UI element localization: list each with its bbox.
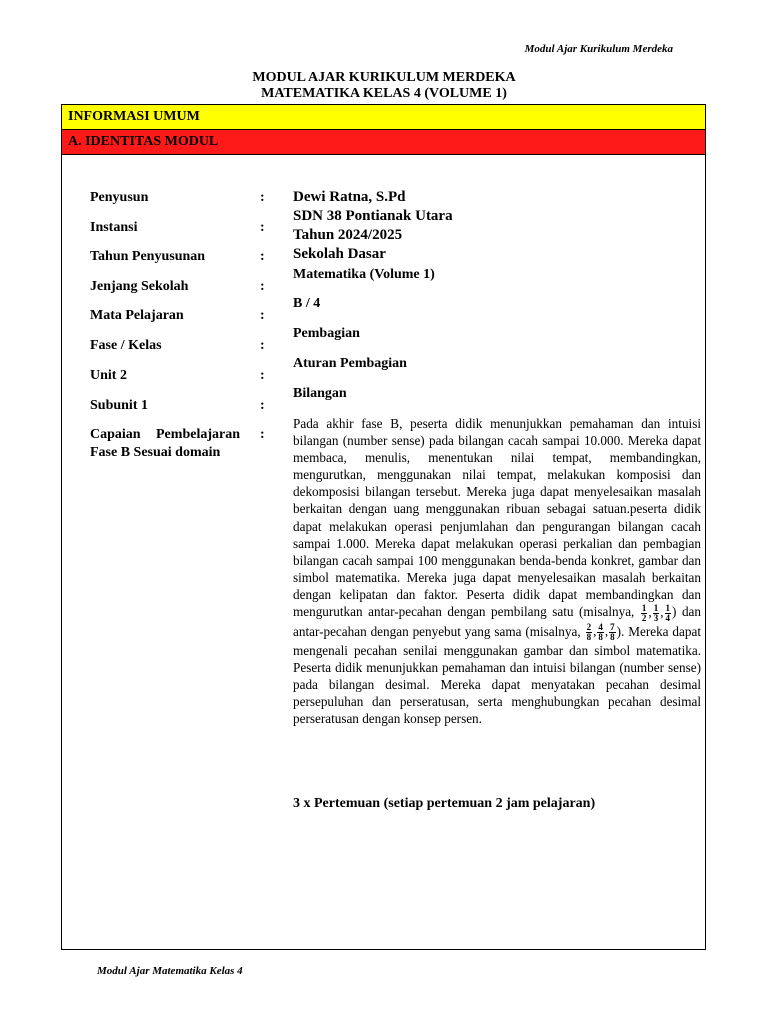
colon-penyusun: : <box>260 190 265 205</box>
colon-capaian: : <box>260 427 265 442</box>
label-jenjang: Jenjang Sekolah <box>90 279 189 294</box>
capaian-text-3: ). Mereka dapat mengenali pecahan senilai menggunakan gambar dan simbol matematika. Peserta didik menunjukkan pemahaman dan intuisi bilangan (number sense) pada bilangan desimal. Mereka dapat menyatakan pecahan desimal persepuluhan dan perseratusan, serta menghubungkan pecahan desimal perseratusan dengan konsep persen. <box>293 623 701 727</box>
fraction <box>586 623 593 642</box>
colon-tahun: : <box>260 249 265 264</box>
colon-subunit: : <box>260 398 265 413</box>
capaian-paragraph <box>293 415 701 727</box>
fraction-numerator: 1 <box>641 602 647 613</box>
title-line-1: MODUL AJAR KURIKULUM MERDEKA <box>252 70 516 85</box>
meeting-info: 3 x Pertemuan (setiap pertemuan 2 jam pelajaran) <box>293 796 596 811</box>
fraction-denominator: 8 <box>610 631 615 642</box>
fraction-numerator: 4 <box>598 621 603 632</box>
label-subunit: Subunit 1 <box>90 398 148 413</box>
value-fase: B / 4 <box>293 296 321 311</box>
colon-jenjang: : <box>260 279 265 294</box>
capaian-text-2: ) dan antar-pecahan dengan penyebut yang sama (misalnya, <box>293 604 701 639</box>
value-unit: Pembagian <box>293 326 360 341</box>
title-line-2: MATEMATIKA KELAS 4 (VOLUME 1) <box>261 86 507 101</box>
fraction-denominator: 2 <box>641 612 647 623</box>
fraction <box>609 623 616 642</box>
fraction-numerator: 1 <box>653 602 659 613</box>
section-identity: A. IDENTITAS MODUL <box>62 130 705 155</box>
capaian-text-1: Pada akhir fase B, peserta didik menunjukkan pemahaman dan intuisi bilangan (number sense) pada bilangan cacah sampai 10.000. Mereka dapat membaca, menulis, menentukan nilai tempat, membandingkan, mengurutkan, menggunakan nilai tempat, melakukan komposisi dan dekomposisi bilangan tersebut. Mereka juga dapat menyelesaikan masalah berkaitan dengan uang menggunakan ribuan sebagai satuan.peserta didik dapat melakukan operasi penjumlahan dan pengurangan bilangan cacah sampai 1.000. Mereka dapat melakukan operasi perkalian dan pembagian bilangan cacah sampai 100 menggunakan benda-benda konkret, gambar dan simbol matematika. Mereka juga dapat menyelesaikan masalah berkaitan dengan kelipatan dan faktor. Peserta didik dapat membandingkan dan mengurutkan antar-pecahan dengan pembilang satu (misalnya, <box>293 416 701 620</box>
fraction <box>653 604 660 623</box>
fraction <box>665 604 672 623</box>
value-tahun: Tahun 2024/2025 <box>293 227 403 243</box>
colon-mapel: : <box>260 308 265 323</box>
value-instansi: SDN 38 Pontianak Utara <box>293 208 453 224</box>
value-penyusun: Dewi Ratna, S.Pd <box>293 189 406 205</box>
fraction-numerator: 1 <box>665 602 670 613</box>
fraction-group-same-denominator: $\frac{2}{8}$ , $\frac{4}{8}$ , $\frac{7}{8}$ <box>586 621 615 642</box>
fraction <box>641 604 648 623</box>
label-unit: Unit 2 <box>90 368 127 383</box>
fraction <box>597 623 604 642</box>
value-capaian-domain: Bilangan <box>293 386 347 401</box>
fraction-numerator: 2 <box>586 621 592 632</box>
fraction-denominator: 4 <box>665 612 670 623</box>
module-info-box <box>61 104 706 950</box>
label-mapel: Mata Pelajaran <box>90 308 184 323</box>
value-subunit: Aturan Pembagian <box>293 356 407 371</box>
value-jenjang: Sekolah Dasar <box>293 246 386 262</box>
label-instansi: Instansi <box>90 220 138 235</box>
colon-unit: : <box>260 368 265 383</box>
document-title <box>0 70 768 102</box>
fraction-denominator: 8 <box>598 631 603 642</box>
colon-fase: : <box>260 338 265 353</box>
fraction-denominator: 3 <box>653 612 659 623</box>
label-penyusun: Penyusun <box>90 190 149 205</box>
fraction-numerator: 7 <box>610 621 615 632</box>
fraction-group-unit: $\frac{1}{2}$ , $\frac{1}{3}$ , $\frac{1}{4}$ <box>641 602 670 623</box>
colon-instansi: : <box>260 220 265 235</box>
running-header: Modul Ajar Kurikulum Merdeka <box>524 43 673 55</box>
value-mapel: Matematika (Volume 1) <box>293 267 435 282</box>
running-footer: Modul Ajar Matematika Kelas 4 <box>97 965 243 977</box>
label-fase: Fase / Kelas <box>90 338 162 353</box>
section-general-info: INFORMASI UMUM <box>62 105 705 130</box>
label-tahun: Tahun Penyusunan <box>90 249 206 264</box>
label-capaian: Capaian Pembelajaran Fase B Sesuai domain <box>90 427 240 460</box>
fraction-denominator: 8 <box>586 631 592 642</box>
